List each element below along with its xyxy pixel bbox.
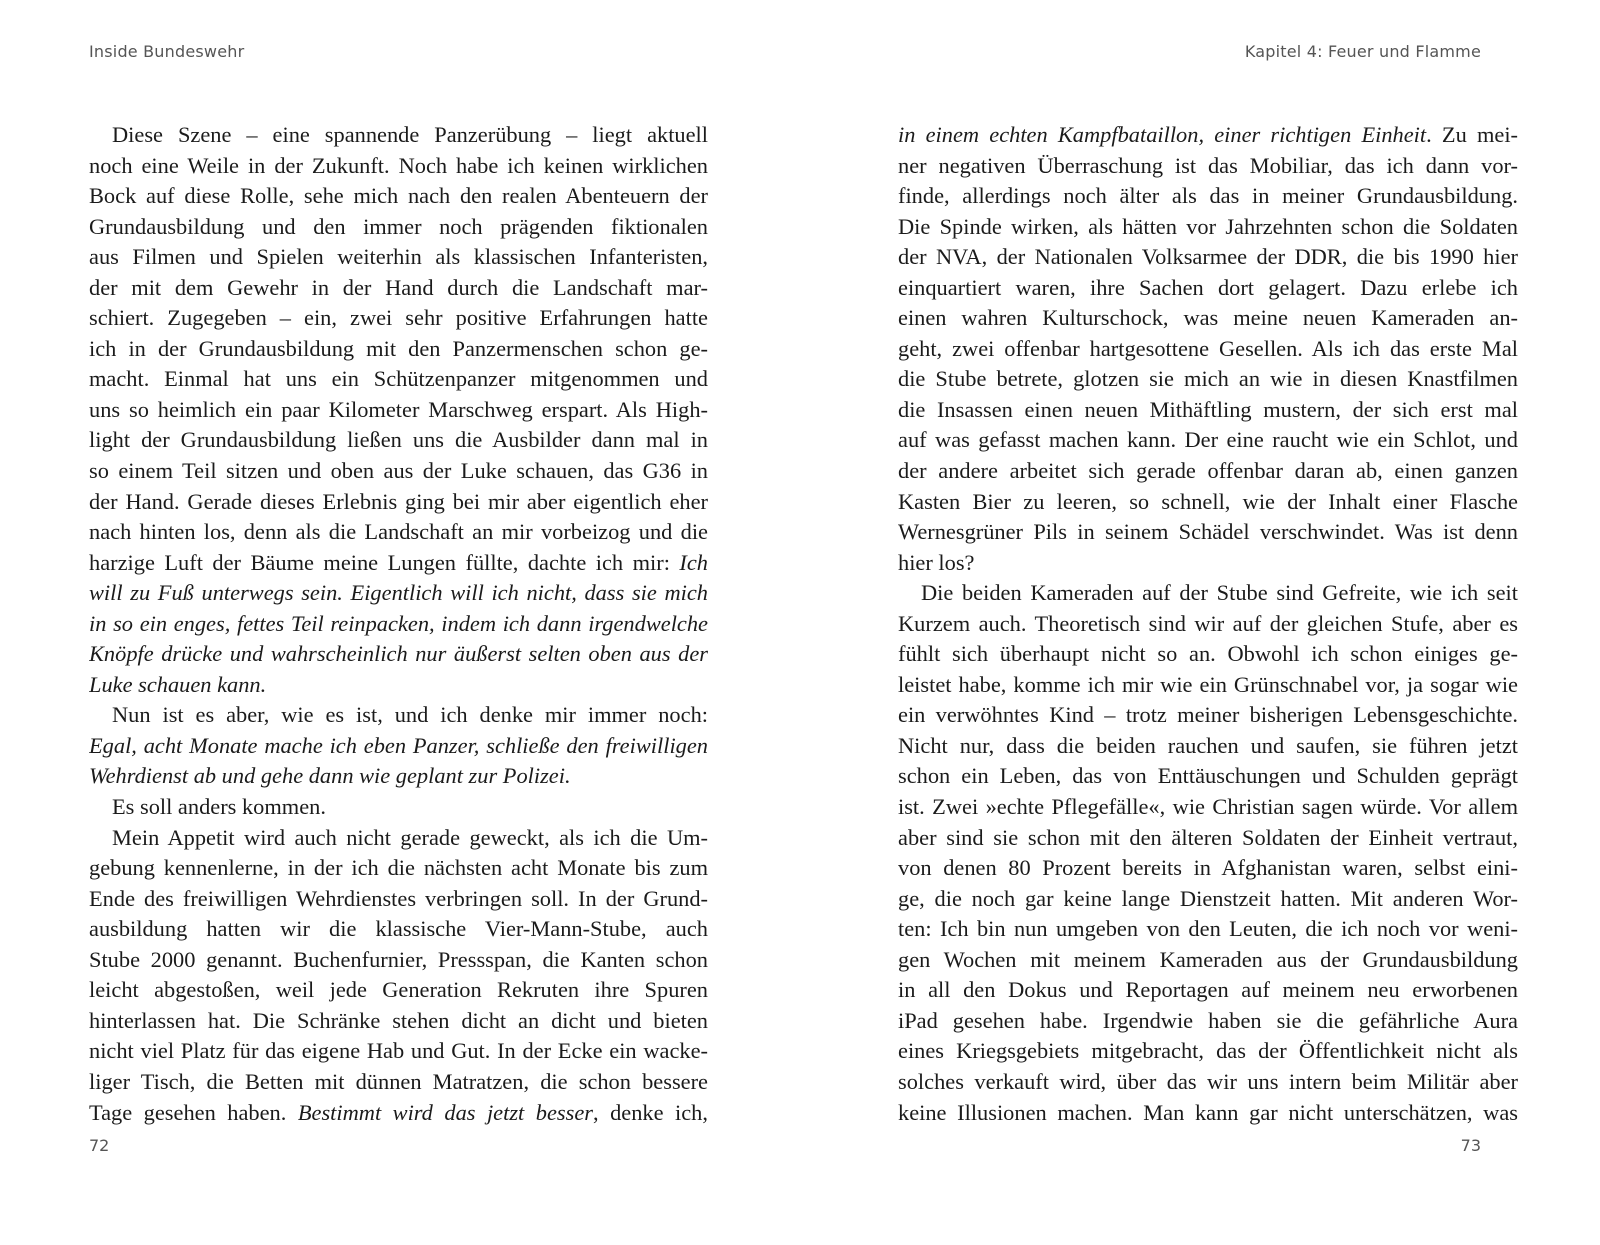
text-segment: macht. Einmal hat uns ein Schützenpanzer mitgenommen und	[89, 366, 708, 392]
text-segment: , denke ich,	[592, 1099, 708, 1125]
text-line	[898, 517, 1518, 548]
text-segment: Kasten Bier zu leeren, so schnell, wie der Inhalt einer Flasche	[898, 488, 1518, 514]
italic-text-segment: Bestimmt wird das jetzt besser	[297, 1099, 593, 1125]
text-segment: keine Illusionen machen. Man kann gar nicht unterschätzen, was	[898, 1099, 1518, 1125]
text-line	[898, 120, 1518, 151]
italic-text-segment: Ich	[679, 549, 708, 575]
text-segment: Bock auf diese Rolle, sehe mich nach den realen Abenteuern der	[89, 183, 708, 209]
text-line	[89, 731, 708, 762]
text-line	[898, 1036, 1518, 1067]
text-line	[89, 151, 708, 182]
text-segment: Mein Appetit wird auch nicht gerade geweckt, als ich die Um-	[112, 824, 708, 850]
italic-text-segment: Wehrdienst ab und gehe dann wie geplant zur Polizei.	[89, 763, 571, 789]
text-line	[898, 884, 1518, 915]
text-segment: der mit dem Gewehr in der Hand durch die Landschaft mar-	[89, 274, 708, 300]
text-line	[89, 548, 708, 579]
text-segment: eines Kriegsgebiets mitgebracht, das der Öffentlichkeit nicht als	[898, 1038, 1518, 1064]
text-line	[89, 609, 708, 640]
text-segment: der andere arbeitet sich gerade offenbar daran ab, einen ganzen	[898, 458, 1518, 484]
text-line	[89, 303, 708, 334]
text-line	[89, 1006, 708, 1037]
text-line	[898, 212, 1518, 243]
text-line	[89, 884, 708, 915]
text-line	[89, 212, 708, 243]
text-segment: Diese Szene – eine spannende Panzerübung – liegt aktuell	[112, 122, 708, 147]
text-segment: fühlt sich überhaupt nicht so an. Obwohl ich schon einiges ge-	[898, 641, 1518, 667]
page-number-right: 73	[1460, 1136, 1481, 1155]
text-line	[89, 456, 708, 487]
text-segment: der NVA, der Nationalen Volksarmee der DDR, die bis 1990 hier	[898, 244, 1518, 270]
text-line	[89, 670, 708, 701]
text-line	[898, 303, 1518, 334]
text-line	[89, 639, 708, 670]
text-line	[898, 487, 1518, 518]
text-line	[89, 181, 708, 212]
text-line	[898, 823, 1518, 854]
text-segment: Nicht nur, dass die beiden rauchen und saufen, sie führen jetzt	[898, 732, 1518, 758]
text-line	[898, 914, 1518, 945]
text-segment: Kurzem auch. Theoretisch sind wir auf der gleichen Stufe, aber es	[898, 610, 1518, 636]
text-line	[89, 945, 708, 976]
italic-text-segment: Knöpfe drücke und wahrscheinlich nur äußerst selten oben aus der	[89, 641, 708, 667]
text-segment: schon ein Leben, das von Enttäuschungen und Schulden geprägt	[898, 763, 1518, 789]
text-line	[898, 1098, 1518, 1129]
text-segment: in all den Dokus und Reportagen auf meinem neu erworbenen	[898, 977, 1518, 1003]
text-segment: gebung kennenlerne, in der ich die nächsten acht Monate bis zum	[89, 855, 708, 881]
text-line	[898, 700, 1518, 731]
text-segment: . Zu mei-	[1426, 122, 1518, 147]
text-segment: ten: Ich bin nun umgeben von den Leuten, die ich noch vor weni-	[898, 916, 1518, 942]
text-line	[898, 975, 1518, 1006]
text-segment: ist. Zwei »echte Pflegefälle«, wie Christian sagen würde. Vor allem	[898, 794, 1518, 820]
text-line	[89, 1036, 708, 1067]
text-segment: finde, allerdings noch älter als das in meiner Grundausbildung.	[898, 183, 1518, 209]
text-segment: harzige Luft der Bäume meine Lungen füllte, dachte ich mir:	[89, 549, 680, 575]
text-segment: von denen 80 Prozent bereits in Afghanistan waren, selbst eini-	[898, 855, 1518, 881]
text-segment: einen wahren Kulturschock, was meine neuen Kameraden an-	[898, 305, 1518, 331]
text-line	[89, 517, 708, 548]
text-segment: geht, zwei offenbar hartgesottene Gesellen. Als ich das erste Mal	[898, 335, 1518, 361]
text-line	[898, 731, 1518, 762]
right-page	[800, 0, 1600, 1245]
text-segment: ein verwöhntes Kind – trotz meiner bisherigen Lebensgeschichte.	[898, 702, 1518, 728]
text-segment: uns so heimlich ein paar Kilometer Marschweg erspart. Als High-	[89, 396, 708, 422]
italic-text-segment: in einem echten Kampfbataillon, einer richtigen Einheit	[898, 122, 1427, 147]
text-line	[89, 425, 708, 456]
text-line	[89, 853, 708, 884]
text-line	[898, 670, 1518, 701]
running-head-left: Inside Bundeswehr	[89, 42, 245, 61]
text-line	[898, 792, 1518, 823]
text-segment: so einem Teil sitzen und oben aus der Luke schauen, das G36 in	[89, 458, 708, 484]
text-line	[898, 761, 1518, 792]
text-line	[898, 151, 1518, 182]
text-line	[89, 395, 708, 426]
running-head-right: Kapitel 4: Feuer und Flamme	[1244, 42, 1481, 61]
text-line	[898, 456, 1518, 487]
text-line	[89, 761, 708, 792]
text-segment: schiert. Zugegeben – ein, zwei sehr positive Erfahrungen hatte	[89, 305, 708, 331]
text-line	[898, 273, 1518, 304]
text-segment: Nun ist es aber, wie es ist, und ich denke mir immer noch:	[112, 702, 708, 728]
text-segment: Es soll anders kommen.	[112, 794, 326, 820]
text-line	[89, 120, 708, 151]
left-body-text	[89, 120, 708, 1128]
page-number-left: 72	[89, 1136, 110, 1155]
text-segment: Die Spinde wirken, als hätten vor Jahrzehnten schon die Soldaten	[898, 213, 1518, 239]
text-line	[89, 578, 708, 609]
text-segment: leicht abgestoßen, weil jede Generation Rekruten ihre Spuren	[89, 977, 708, 1003]
text-segment: aber sind sie schon mit den älteren Soldaten der Einheit vertraut,	[898, 824, 1518, 850]
text-line	[898, 578, 1518, 609]
text-segment: solches verkauft wird, über das wir uns intern beim Militär aber	[898, 1068, 1518, 1094]
text-segment: Stube 2000 genannt. Buchenfurnier, Pressspan, die Kanten schon	[89, 946, 708, 972]
text-line	[89, 487, 708, 518]
text-segment: liger Tisch, die Betten mit dünnen Matratzen, die schon bessere	[89, 1068, 708, 1094]
text-line	[89, 334, 708, 365]
text-segment: ausbildung hatten wir die klassische Vier-Mann-Stube, auch	[89, 916, 708, 942]
text-segment: nicht viel Platz für das eigene Hab und Gut. In der Ecke ein wacke-	[89, 1038, 708, 1064]
text-segment: ich in der Grundausbildung mit den Panzermenschen schon ge-	[89, 335, 708, 361]
text-line	[89, 700, 708, 731]
italic-text-segment: will zu Fuß unterwegs sein. Eigentlich will ich nicht, dass sie mich	[89, 580, 708, 606]
text-segment: hinterlassen hat. Die Schränke stehen dicht an dicht und bieten	[89, 1007, 708, 1033]
text-line	[898, 548, 1518, 579]
text-segment: ge, die noch gar keine lange Dienstzeit hatten. Mit anderen Wor-	[898, 885, 1518, 911]
text-line	[898, 639, 1518, 670]
text-line	[898, 425, 1518, 456]
text-segment: light der Grundausbildung ließen uns die Ausbilder dann mal in	[89, 427, 708, 453]
text-segment: hier los?	[898, 549, 975, 575]
text-line	[89, 242, 708, 273]
text-line	[89, 792, 708, 823]
text-segment: gen Wochen mit meinem Kameraden aus der Grundausbildung	[898, 946, 1518, 972]
text-line	[898, 1006, 1518, 1037]
right-body-text	[898, 120, 1518, 1128]
text-segment: ner negativen Überraschung ist das Mobiliar, das ich dann vor-	[898, 152, 1518, 178]
text-segment: Tage gesehen haben.	[89, 1099, 298, 1125]
text-line	[898, 853, 1518, 884]
text-segment: die Insassen einen neuen Mithäftling mustern, der sich erst mal	[898, 396, 1518, 422]
text-segment: iPad gesehen habe. Irgendwie haben sie die gefährliche Aura	[898, 1007, 1518, 1033]
text-segment: leistet habe, komme ich mir wie ein Grünschnabel vor, ja sogar wie	[898, 671, 1518, 697]
text-segment: Grundausbildung und den immer noch prägenden fiktionalen	[89, 213, 708, 239]
text-line	[89, 914, 708, 945]
text-segment: nach hinten los, denn als die Landschaft an mir vorbeizog und die	[89, 519, 708, 545]
text-segment: Wernesgrüner Pils in seinem Schädel verschwindet. Was ist denn	[898, 519, 1518, 545]
text-segment: einquartiert waren, ihre Sachen dort gelagert. Dazu erlebe ich	[898, 274, 1518, 300]
text-line	[898, 364, 1518, 395]
text-line	[898, 334, 1518, 365]
text-segment: aus Filmen und Spielen weiterhin als klassischen Infanteristen,	[89, 244, 708, 270]
text-line	[89, 975, 708, 1006]
text-segment: der Hand. Gerade dieses Erlebnis ging bei mir aber eigentlich eher	[89, 488, 708, 514]
text-segment: die Stube betrete, glotzen sie mich an wie in diesen Knastfilmen	[898, 366, 1518, 392]
text-segment: noch eine Weile in der Zukunft. Noch habe ich keinen wirklichen	[89, 152, 708, 178]
text-line	[898, 395, 1518, 426]
text-line	[898, 242, 1518, 273]
text-line	[89, 364, 708, 395]
text-line	[898, 945, 1518, 976]
italic-text-segment: in so ein enges, fettes Teil reinpacken, indem ich dann irgendwelche	[89, 610, 708, 636]
text-line	[898, 181, 1518, 212]
italic-text-segment: Egal, acht Monate mache ich eben Panzer, schließe den freiwilligen	[89, 732, 708, 758]
text-line	[89, 1098, 708, 1129]
text-segment: Ende des freiwilligen Wehrdienstes verbringen soll. In der Grund-	[89, 885, 708, 911]
text-segment: auf was gefasst machen kann. Der eine raucht wie ein Schlot, und	[898, 427, 1518, 453]
italic-text-segment: Luke schauen kann.	[89, 671, 267, 697]
text-line	[898, 1067, 1518, 1098]
text-segment: Die beiden Kameraden auf der Stube sind Gefreite, wie ich seit	[921, 580, 1518, 606]
text-line	[89, 823, 708, 854]
text-line	[89, 1067, 708, 1098]
text-line	[89, 273, 708, 304]
text-line	[898, 609, 1518, 640]
